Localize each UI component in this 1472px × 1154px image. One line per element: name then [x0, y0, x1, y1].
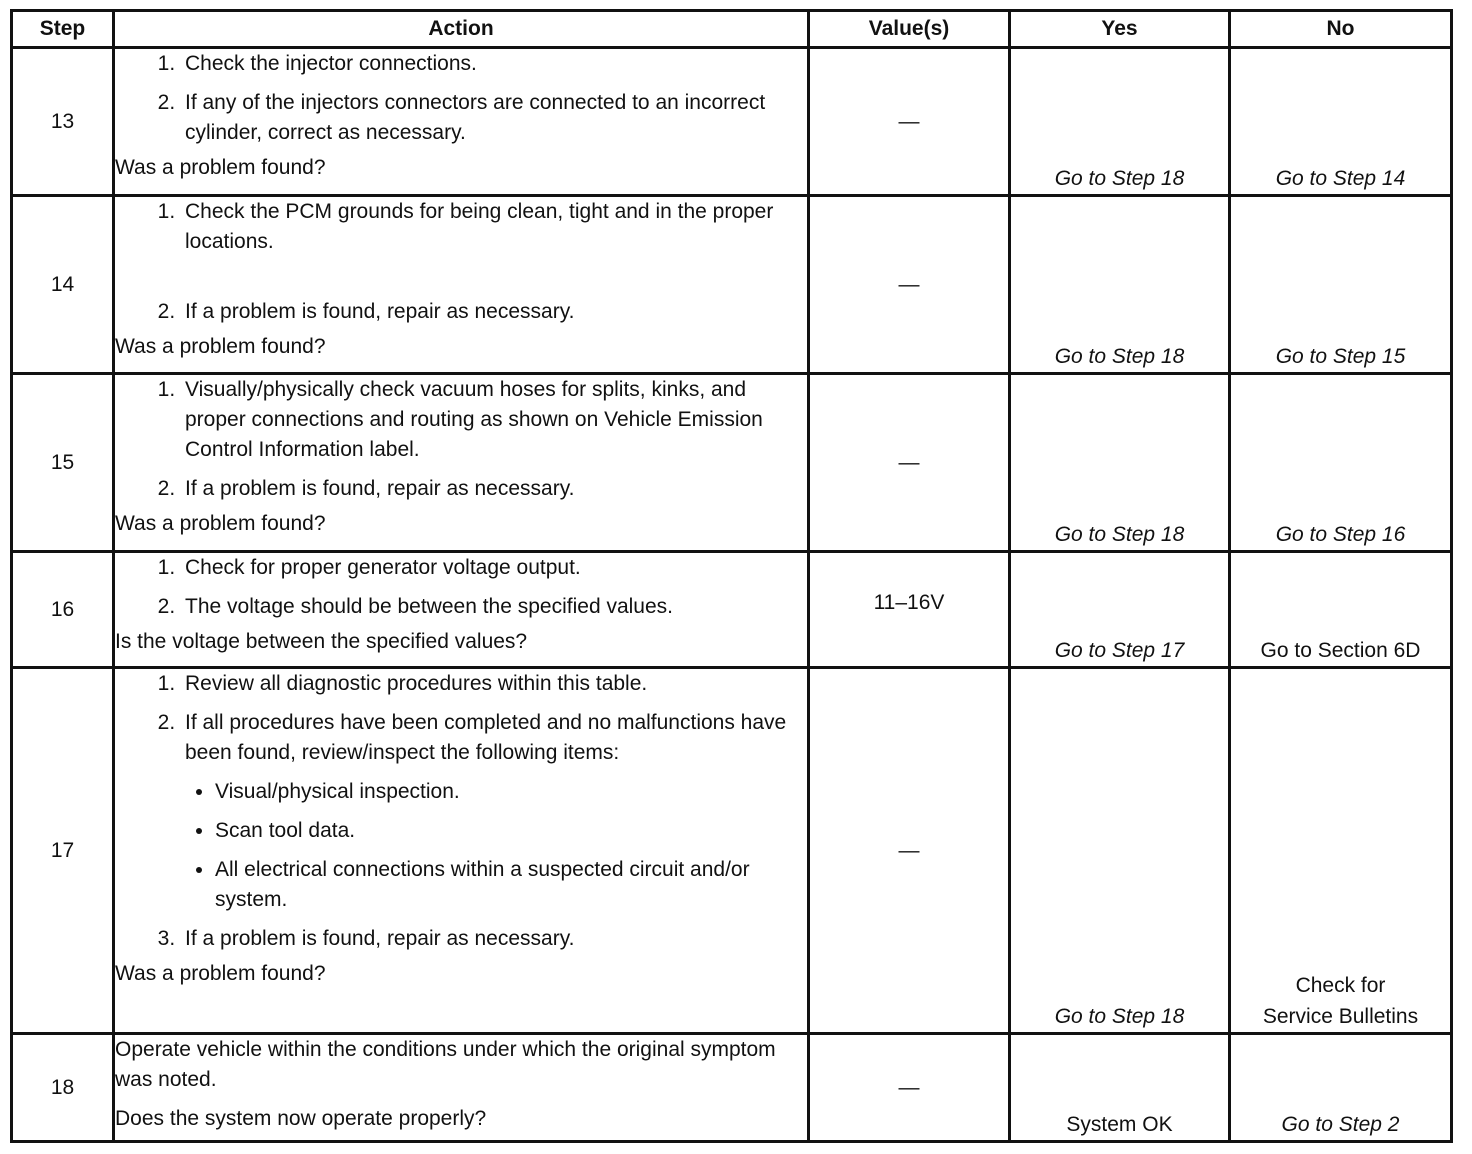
action-question: Was a problem found? — [115, 962, 326, 985]
yes-cell: Go to Step 18 — [1010, 668, 1230, 1034]
header-no: No — [1230, 11, 1452, 48]
bullet-item: • Scan tool data. — [215, 816, 807, 846]
no-cell-line: Check for — [1295, 974, 1386, 997]
action-question: Is the voltage between the specified values? — [115, 630, 528, 653]
yes-cell: Go to Step 18 — [1010, 48, 1230, 196]
action-text: Operate vehicle within the conditions under which the original symptom was noted. — [115, 1038, 776, 1091]
action-item: 2. If a problem is found, repair as necessary. — [181, 297, 807, 327]
bullet-item: • Visual/physical inspection. — [215, 777, 807, 807]
value-cell: — — [809, 196, 1010, 374]
no-cell: Go to Step 2 — [1230, 1034, 1452, 1142]
action-list — [115, 375, 807, 504]
action-cell — [114, 552, 809, 668]
action-item: 1. Review all diagnostic procedures within this table. — [181, 669, 807, 699]
no-cell — [1230, 668, 1452, 1034]
no-cell-line: Service Bulletins — [1262, 1005, 1419, 1028]
action-list — [115, 553, 807, 622]
action-item: 1. Check the PCM grounds for being clean, tight and in the proper locations. — [181, 197, 807, 257]
yes-cell: Go to Step 17 — [1010, 552, 1230, 668]
table-row — [12, 196, 1452, 374]
value-cell: — — [809, 1034, 1010, 1142]
no-cell: Go to Step 16 — [1230, 374, 1452, 552]
action-question: Was a problem found? — [115, 512, 326, 535]
action-cell — [114, 196, 809, 374]
diagnostic-table — [10, 9, 1453, 1143]
no-cell: Go to Step 15 — [1230, 196, 1452, 374]
table-row — [12, 48, 1452, 196]
yes-cell: Go to Step 18 — [1010, 196, 1230, 374]
bullet-list — [185, 777, 807, 915]
action-cell — [114, 374, 809, 552]
action-question: Does the system now operate properly? — [115, 1107, 487, 1130]
header-yes: Yes — [1010, 11, 1230, 48]
header-row — [12, 11, 1452, 48]
value-cell: 11–16V — [809, 552, 1010, 668]
header-values: Value(s) — [809, 11, 1010, 48]
action-item-text: If all procedures have been completed and no malfunctions have been found, review/inspect the following items: — [185, 711, 787, 764]
bullet-item: • All electrical connections within a suspected circuit and/or system. — [215, 855, 807, 915]
action-list — [115, 669, 807, 954]
step-number: 17 — [12, 668, 114, 1034]
step-number: 14 — [12, 196, 114, 374]
step-number: 15 — [12, 374, 114, 552]
table-row — [12, 374, 1452, 552]
no-cell: Go to Section 6D — [1230, 552, 1452, 668]
action-cell — [114, 668, 809, 1034]
action-item: 2. If a problem is found, repair as necessary. — [181, 474, 807, 504]
table-row — [12, 1034, 1452, 1142]
table-row — [12, 552, 1452, 668]
yes-cell: Go to Step 18 — [1010, 374, 1230, 552]
action-item — [181, 708, 807, 915]
action-item: 1. Check for proper generator voltage output. — [181, 553, 807, 583]
header-action: Action — [114, 11, 809, 48]
action-item: 2. The voltage should be between the specified values. — [181, 592, 807, 622]
yes-cell: System OK — [1010, 1034, 1230, 1142]
no-cell: Go to Step 14 — [1230, 48, 1452, 196]
action-cell — [114, 1034, 809, 1142]
action-question: Was a problem found? — [115, 156, 326, 179]
action-question: Was a problem found? — [115, 335, 326, 358]
action-list — [115, 197, 807, 327]
action-item: 2. If any of the injectors connectors are connected to an incorrect cylinder, correct as necessary. — [181, 88, 807, 148]
action-list — [115, 49, 807, 148]
header-step: Step — [12, 11, 114, 48]
step-number: 16 — [12, 552, 114, 668]
action-item: 3. If a problem is found, repair as necessary. — [181, 924, 807, 954]
value-cell: — — [809, 48, 1010, 196]
value-cell: — — [809, 374, 1010, 552]
action-item: 1. Visually/physically check vacuum hoses for splits, kinks, and proper connections and routing as shown on Vehicle Emission Control Information label. — [181, 375, 807, 465]
action-item: 1. Check the injector connections. — [181, 49, 807, 79]
value-cell: — — [809, 668, 1010, 1034]
table-row — [12, 668, 1452, 1034]
step-number: 18 — [12, 1034, 114, 1142]
action-cell — [114, 48, 809, 196]
step-number: 13 — [12, 48, 114, 196]
